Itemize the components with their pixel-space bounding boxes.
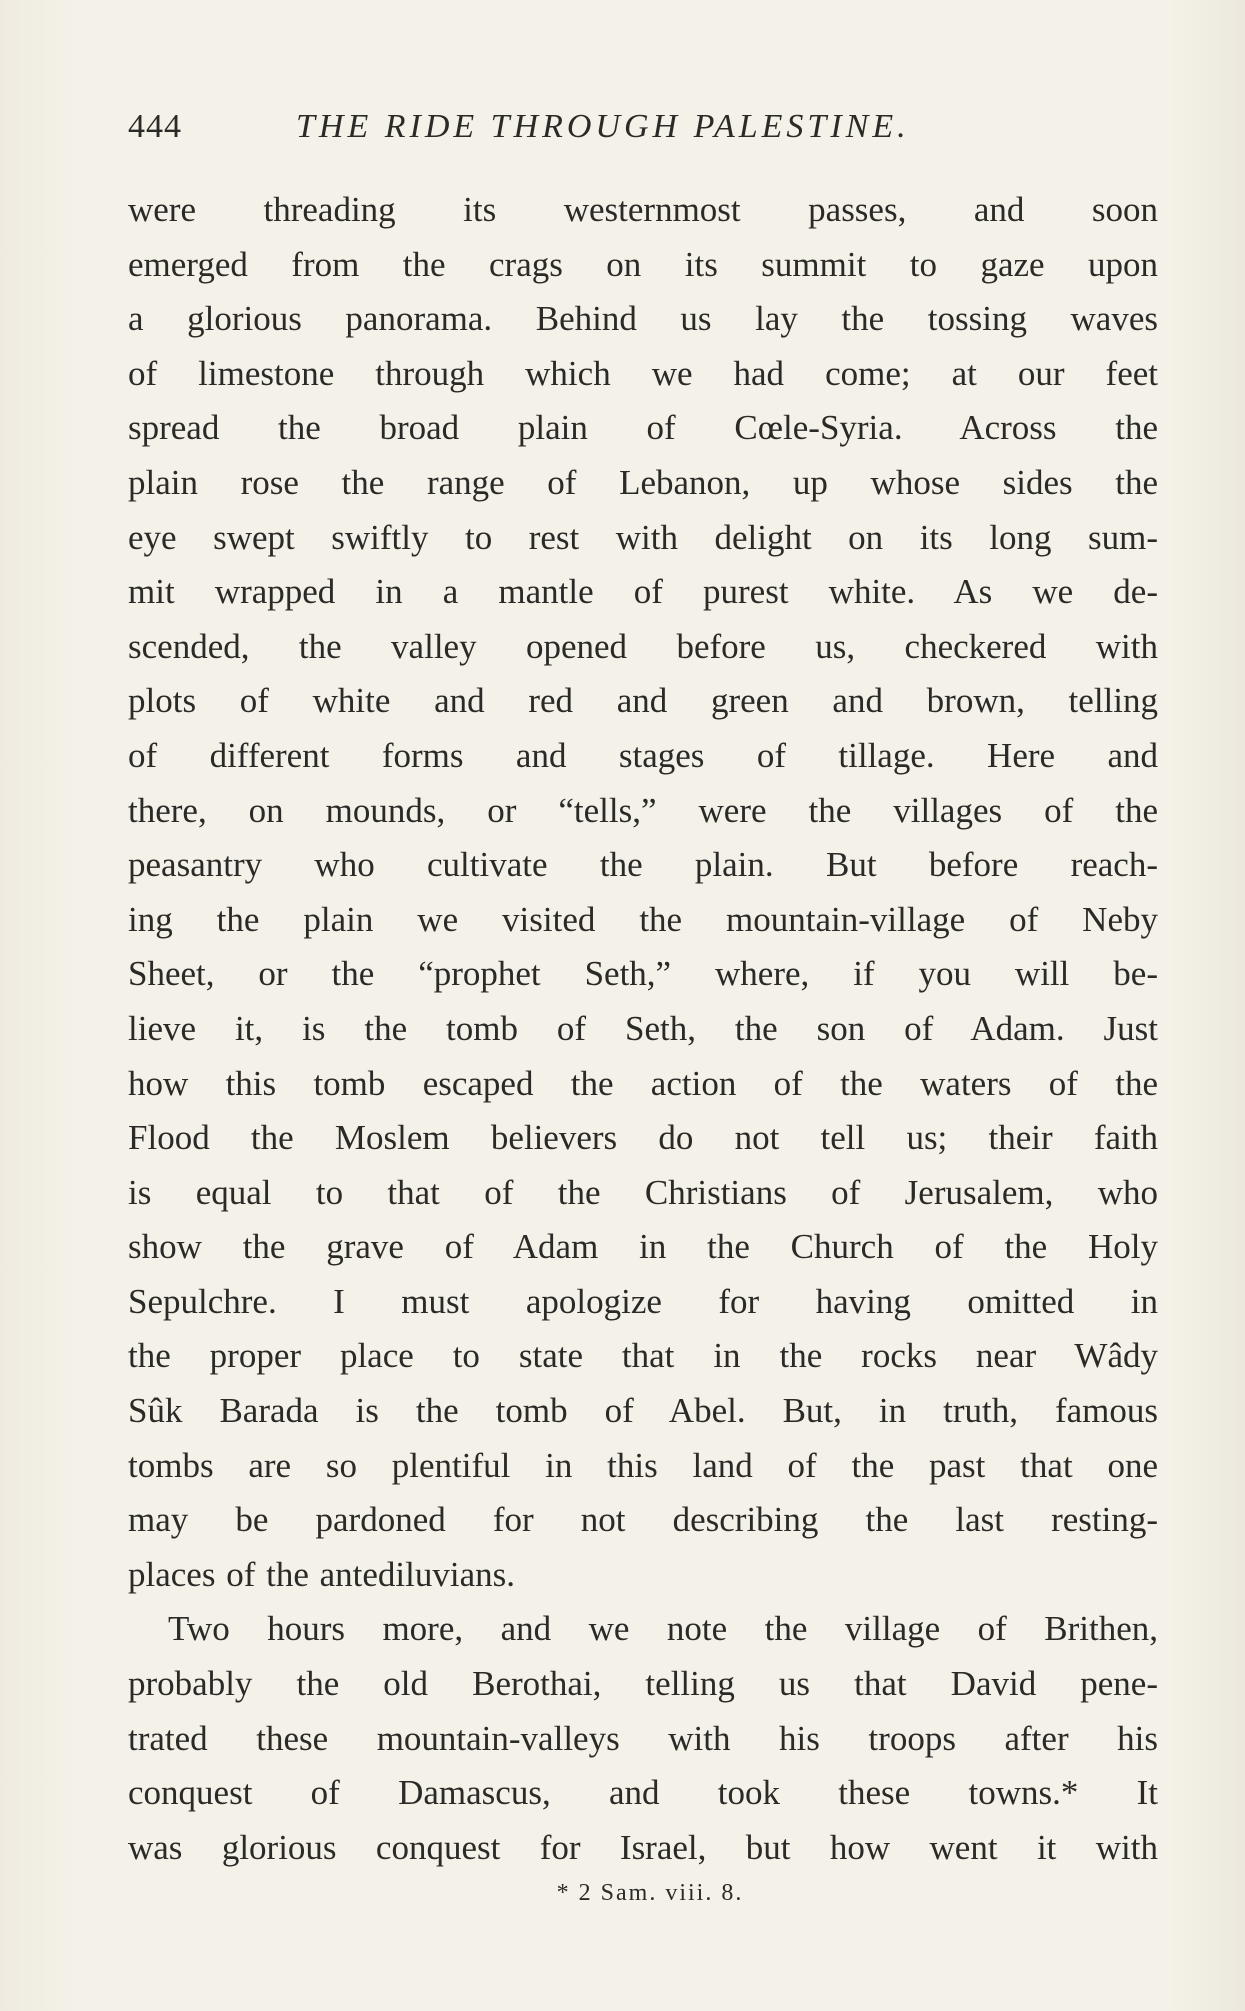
text-line: places of the antediluvians. [128,1554,515,1594]
text-line: plots of white and red and green and brown, telling [128,681,1158,721]
text-line: plain rose the range of Lebanon, up whose sides the [128,462,1158,502]
text-line: Two hours more, and we note the village of Brithen, [168,1609,1158,1649]
text-line: Sûk Barada is the tomb of Abel. But, in truth, famous [128,1391,1158,1431]
text-line: of limestone through which we had come; at our feet [128,353,1158,393]
text-line: trated these mountain-valleys with his troops after his [128,1718,1158,1758]
text-line: eye swept swiftly to rest with delight on its long sum- [128,517,1158,557]
text-line: Sepulchre. I must apologize for having omitted in [128,1281,1158,1321]
text-line: mit wrapped in a mantle of purest white. As we de- [128,572,1158,612]
text-line: of different forms and stages of tillage. Here and [128,735,1158,775]
text-line: the proper place to state that in the rocks near Wâdy [128,1336,1158,1376]
text-line: conquest of Damascus, and took these towns.* It [128,1773,1158,1813]
text-line: emerged from the crags on its summit to gaze upon [128,244,1158,284]
text-line: a glorious panorama. Behind us lay the tossing waves [128,299,1158,339]
page-header [128,102,1128,152]
text-line: tombs are so plentiful in this land of the past that one [128,1445,1158,1485]
text-line: probably the old Berothai, telling us that David pene- [128,1664,1158,1704]
text-line: spread the broad plain of Cœle-Syria. Across the [128,408,1158,448]
text-line: were threading its westernmost passes, and soon [128,190,1158,229]
text-line: there, on mounds, or “tells,” were the villages of the [128,790,1158,830]
text-line: is equal to that of the Christians of Jerusalem, who [128,1172,1158,1212]
footnote: * 2 Sam. viii. 8. [556,1880,744,1906]
text-line: how this tomb escaped the action of the waters of the [128,1063,1158,1103]
text-line: lieve it, is the tomb of Seth, the son of Adam. Just [128,1008,1158,1048]
text-line: peasantry who cultivate the plain. But before reach- [128,845,1158,885]
page-number: 444 [128,108,182,145]
text-line: scended, the valley opened before us, checkered with [128,626,1158,666]
text-line: show the grave of Adam in the Church of the Holy [128,1227,1158,1267]
text-line: may be pardoned for not describing the last resting- [128,1500,1158,1540]
text-line: Flood the Moslem believers do not tell us; their faith [128,1118,1158,1158]
text-line: ing the plain we visited the mountain-village of Neby [128,899,1158,939]
body-text [128,183,1158,1875]
running-title: THE RIDE THROUGH PALESTINE. [296,108,910,145]
text-line: Sheet, or the “prophet Seth,” where, if you will be- [128,954,1158,994]
text-line: was glorious conquest for Israel, but how went it with [128,1827,1158,1867]
